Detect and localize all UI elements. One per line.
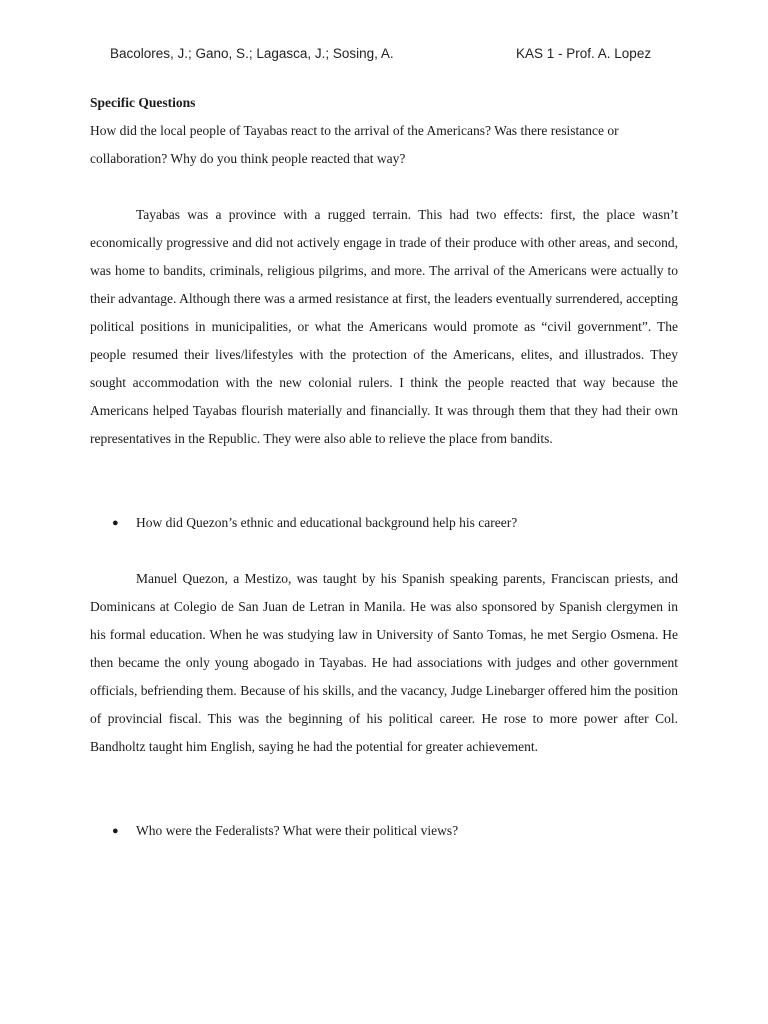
answer-tayabas-paragraph: Tayabas was a province with a rugged terrain. This had two effects: first, the place wasn’t economically progressive and did not actively engage in trade of their produce with other areas, and second, was home to bandits, criminals, religious pilgrims, and more. The arrival of the Americans were actually to their advantage. Although there was a armed resistance at first, the leaders eventually surrendered, accepting political positions in municipalities, or what the Americans would promote as “civil government”. The people resumed their lives/lifestyles with the protection of the Americans, elites, and illustrados. They sought accommodation with the new colonial rulers. I think the people reacted that way because the Americans helped Tayabas flourish materially and financially. It was through them that they had their own representatives in the Republic. They were also able to relieve the place from bandits.	[90, 207, 678, 446]
bullet-icon: ●	[112, 517, 119, 529]
question-one: How did the local people of Tayabas react to the arrival of the Americans? Was there resistance or collaboration? Why do you think people reacted that way?	[90, 123, 619, 166]
author-names: Bacolores, J.; Gano, S.; Lagasca, J.; Sosing, A.	[110, 46, 394, 61]
answer-quezon-paragraph: Manuel Quezon, a Mestizo, was taught by his Spanish speaking parents, Franciscan priests, and Dominicans at Colegio de San Juan de Letran in Manila. He was also sponsored by Spanish clergymen in his formal education. When he was studying law in University of Santo Tomas, he met Sergio Osmena. He then became the only young abogado in Tayabas. He had associations with judges and other government officials, befriending them. Because of his skills, and the vacancy, Judge Linebarger offered him the position of provincial fiscal. This was the beginning of his political career. He rose to more power after Col. Bandholtz taught him English, saying he had the potential for greater achievement.	[90, 571, 678, 754]
section-title: Specific Questions	[90, 95, 196, 110]
bullet-icon: ●	[112, 825, 119, 837]
course-label: KAS 1 - Prof. A. Lopez	[516, 46, 652, 61]
page-header	[110, 46, 658, 66]
bullet-text: How did Quezon’s ethnic and educational background help his career?	[136, 515, 518, 530]
bullet-text: Who were the Federalists? What were their political views?	[136, 823, 459, 838]
